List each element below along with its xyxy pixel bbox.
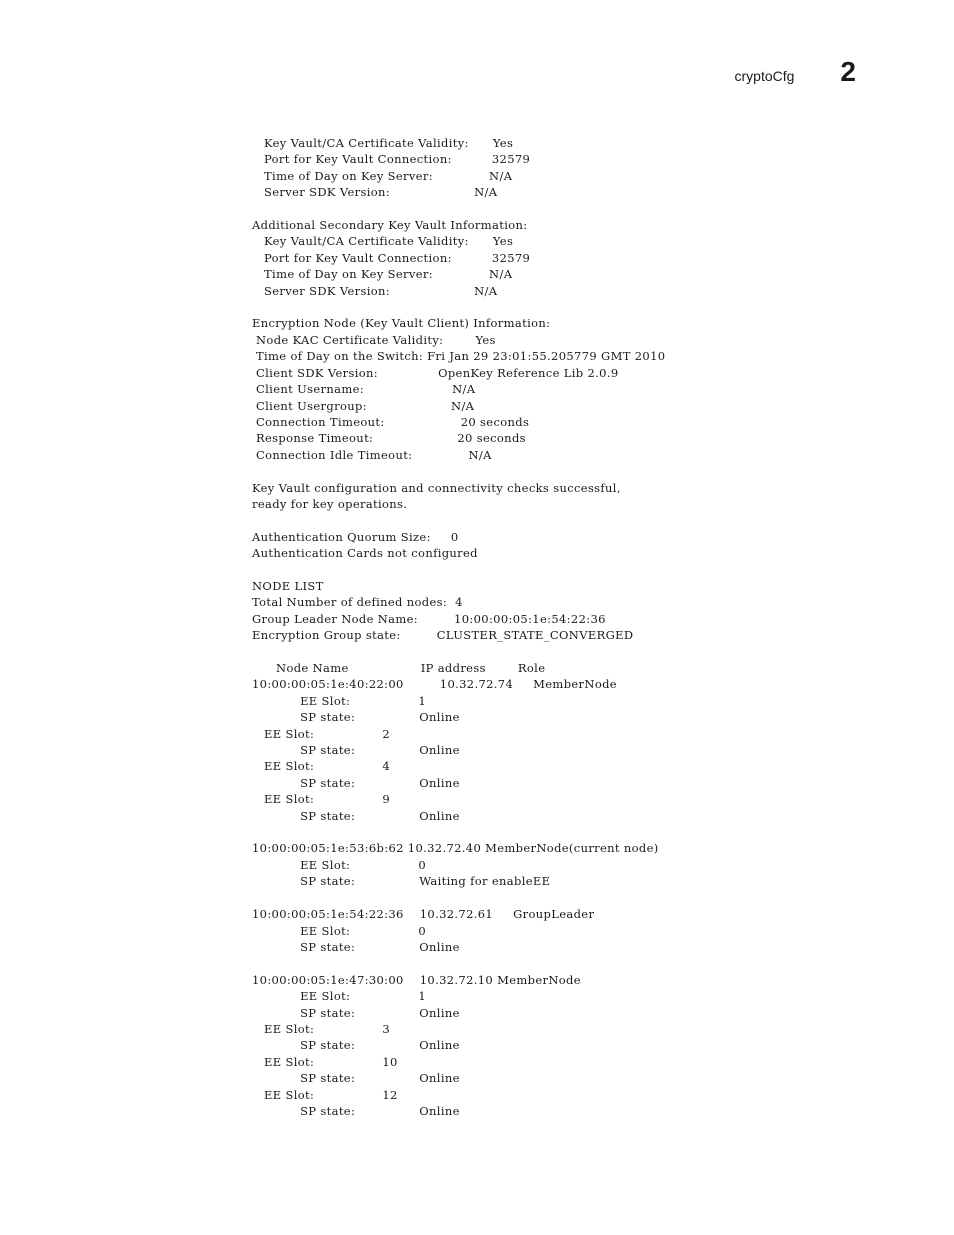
output-line: Time of Day on the Switch: Fri Jan 29 23:01:55.205779 GMT 2010: [252, 349, 666, 364]
output-line: Client Username: N/A: [252, 382, 476, 397]
output-line: Client Usergroup: N/A: [252, 398, 475, 413]
output-line: Group Leader Node Name: 10:00:00:05:1e:54:22:36: [252, 611, 606, 626]
output-line: EE Slot: 4: [252, 759, 390, 774]
output-line: Node KAC Certificate Validity: Yes: [252, 332, 496, 347]
output-line: ready for key operations.: [252, 496, 408, 511]
output-line: Server SDK Version: N/A: [252, 283, 498, 298]
output-line: Additional Secondary Key Vault Information:: [252, 218, 528, 233]
output-line: SP state: Online: [252, 1005, 460, 1020]
output-line: EE Slot: 10: [252, 1054, 398, 1069]
output-line: Authentication Cards not configured: [252, 546, 478, 561]
output-line: EE Slot: 0: [252, 857, 427, 872]
output-line: EE Slot: 1: [252, 989, 427, 1004]
output-line: Time of Day on Key Server: N/A: [252, 168, 513, 183]
output-line: EE Slot: 9: [252, 792, 390, 807]
output-line: EE Slot: 12: [252, 1087, 398, 1102]
output-line: Key Vault configuration and connectivity checks successful,: [252, 480, 621, 495]
output-line: SP state: Waiting for enableEE: [252, 874, 551, 889]
output-line: Encryption Group state: CLUSTER_STATE_CONVERGED: [252, 628, 634, 643]
output-line: EE Slot: 0: [252, 923, 427, 938]
section-name: cryptoCfg: [734, 68, 795, 84]
output-line: 10:00:00:05:1e:54:22:36 10.32.72.61 GroupLeader: [252, 907, 595, 922]
output-line: NODE LIST: [252, 578, 324, 593]
output-line: SP state: Online: [252, 775, 460, 790]
output-line: 10:00:00:05:1e:53:6b:62 10.32.72.40 MemberNode(current node): [252, 841, 659, 856]
output-line: Encryption Node (Key Vault Client) Information:: [252, 316, 551, 331]
output-line: 10:00:00:05:1e:40:22:00 10.32.72.74 MemberNode: [252, 677, 617, 692]
output-line: SP state: Online: [252, 939, 460, 954]
output-line: Server SDK Version: N/A: [252, 185, 498, 200]
output-line: SP state: Online: [252, 710, 460, 725]
output-line: Client SDK Version: OpenKey Reference Lib 2.0.9: [252, 365, 619, 380]
output-line: EE Slot: 3: [252, 1021, 390, 1036]
output-line: Port for Key Vault Connection: 32579: [252, 152, 531, 167]
output-line: EE Slot: 2: [252, 726, 390, 741]
output-line: Response Timeout: 20 seconds: [252, 431, 526, 446]
output-line: Authentication Quorum Size: 0: [252, 529, 459, 544]
output-line: SP state: Online: [252, 1071, 460, 1086]
output-line: Port for Key Vault Connection: 32579: [252, 250, 531, 265]
output-line: SP state: Online: [252, 1103, 460, 1118]
page-header: [735, 56, 857, 88]
output-line: Node Name IP address Role: [252, 661, 546, 675]
output-line: Connection Timeout: 20 seconds: [252, 414, 530, 429]
cli-output-block: [252, 135, 665, 1119]
output-line: Time of Day on Key Server: N/A: [252, 267, 513, 282]
output-line: Key Vault/CA Certificate Validity: Yes: [252, 136, 514, 150]
output-line: Connection Idle Timeout: N/A: [252, 447, 492, 462]
output-line: Total Number of defined nodes: 4: [252, 595, 463, 610]
output-line: SP state: Online: [252, 1038, 460, 1053]
output-line: 10:00:00:05:1e:47:30:00 10.32.72.10 MemberNode: [252, 972, 581, 987]
output-line: SP state: Online: [252, 743, 460, 758]
output-line: SP state: Online: [252, 808, 460, 823]
output-line: EE Slot: 1: [252, 693, 427, 708]
output-line: Key Vault/CA Certificate Validity: Yes: [252, 234, 514, 249]
chapter-number: 2: [840, 56, 856, 87]
